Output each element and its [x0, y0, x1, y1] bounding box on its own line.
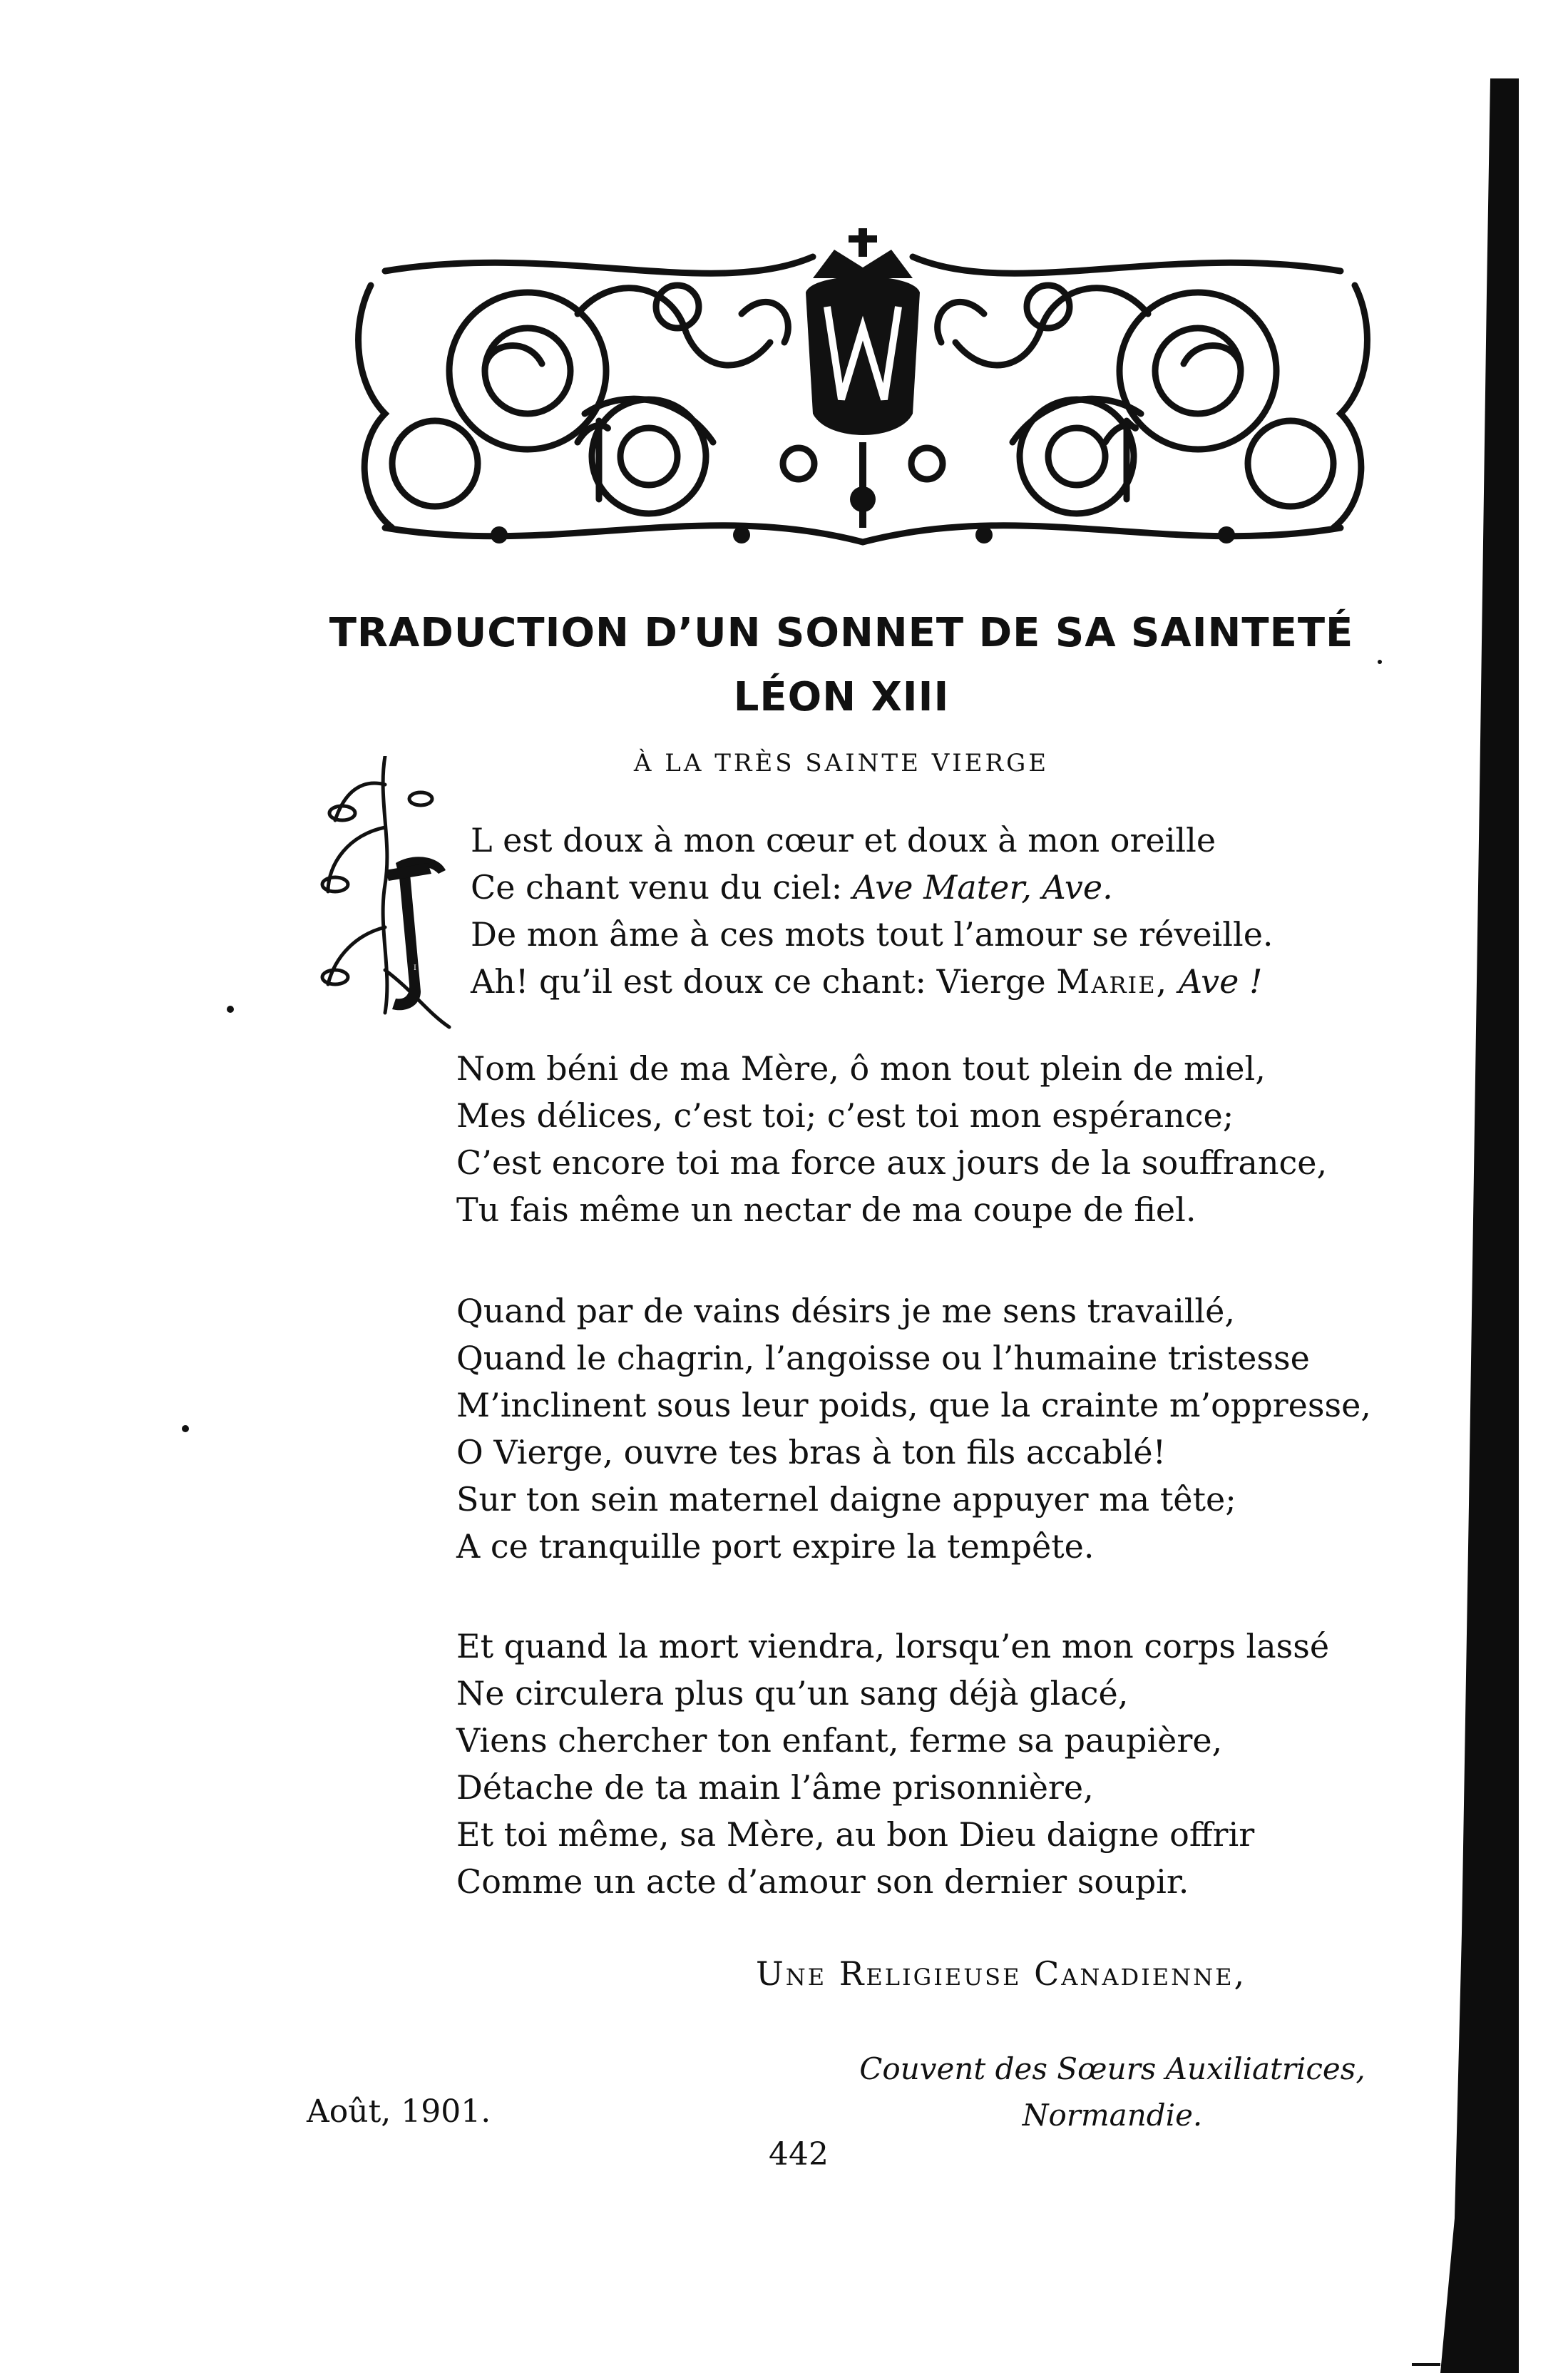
poem-title-line-1: TRADUCTION D’UN SONNET DE SA SAINTETÉ	[329, 610, 1354, 656]
verse-line: Détache de ta main l’âme prisonnière,	[456, 1768, 1094, 1807]
date: Août, 1901.	[307, 2093, 491, 2130]
verse-line: Ce chant venu du ciel: Ave Mater, Ave.	[471, 868, 1113, 907]
verse-line: Tu fais même un nectar de ma coupe de fiel.	[456, 1190, 1197, 1229]
verse-line: Et toi même, sa Mère, au bon Dieu daigne offrir	[456, 1815, 1255, 1854]
scan-speck	[1378, 660, 1382, 664]
place-line-1: Couvent des Sœurs Auxiliatrices,	[859, 2051, 1365, 2086]
scan-speck	[182, 1425, 189, 1432]
verse-line: C’est encore toi ma force aux jours de la souffrance,	[456, 1143, 1328, 1182]
verse-line: Quand par de vains désirs je me sens travaillé,	[456, 1292, 1235, 1330]
verse-line: Nom béni de ma Mère, ô mon tout plein de miel,	[456, 1049, 1266, 1088]
verse-line: Viens chercher ton enfant, ferme sa paupière,	[456, 1721, 1223, 1760]
stanza-1	[471, 817, 1274, 1005]
verse-line: Et quand la mort viendra, lorsqu’en mon corps lassé	[456, 1627, 1330, 1665]
verse-line: Quand le chagrin, l’angoisse ou l’humaine tristesse	[456, 1339, 1310, 1377]
place-line-2: Normandie.	[1022, 2098, 1203, 2133]
verse-line: A ce tranquille port expire la tempête.	[456, 1527, 1095, 1566]
stanza-2	[456, 1045, 1327, 1233]
ave-mater: Ave Mater, Ave.	[852, 868, 1113, 907]
verse-line: L est doux à mon cœur et doux à mon oreille	[471, 821, 1216, 859]
page-number: 442	[769, 2136, 829, 2173]
verse-line: Ah! qu’il est doux ce chant: Vierge Marie, Ave !	[471, 962, 1263, 1001]
ave: Ave !	[1178, 962, 1263, 1001]
verse-line: M’inclinent sous leur poids, que la crainte m’oppresse,	[456, 1386, 1371, 1424]
stanza-4	[456, 1623, 1329, 1905]
marie: Marie,	[1056, 962, 1169, 1001]
dropcap-letter: I	[414, 964, 416, 972]
verse-line: O Vierge, ouvre tes bras à ton fils accablé!	[456, 1433, 1167, 1471]
verse-line: Ne circulera plus qu’un sang déjà glacé,	[456, 1674, 1129, 1713]
poem-title-line-2: LÉON XIII	[733, 674, 950, 720]
dedication: À LA TRÈS SAINTE VIERGE	[633, 749, 1050, 777]
signature: Une Religieuse Canadienne,	[756, 1954, 1247, 1993]
dropcap-initial-icon	[314, 756, 456, 1041]
stanza-3	[456, 1287, 1371, 1570]
scan-speck	[227, 1006, 234, 1013]
verse-line: Sur ton sein maternel daigne appuyer ma tête;	[456, 1480, 1236, 1519]
verse-line: De mon âme à ces mots tout l’amour se réveille.	[471, 915, 1274, 954]
binding-edge	[1412, 78, 1519, 2373]
verse-line: Mes délices, c’est toi; c’est toi mon espérance;	[456, 1096, 1234, 1135]
ornament-headpiece-icon	[342, 228, 1383, 556]
verse-line: Comme un acte d’amour son dernier soupir.	[456, 1862, 1189, 1901]
